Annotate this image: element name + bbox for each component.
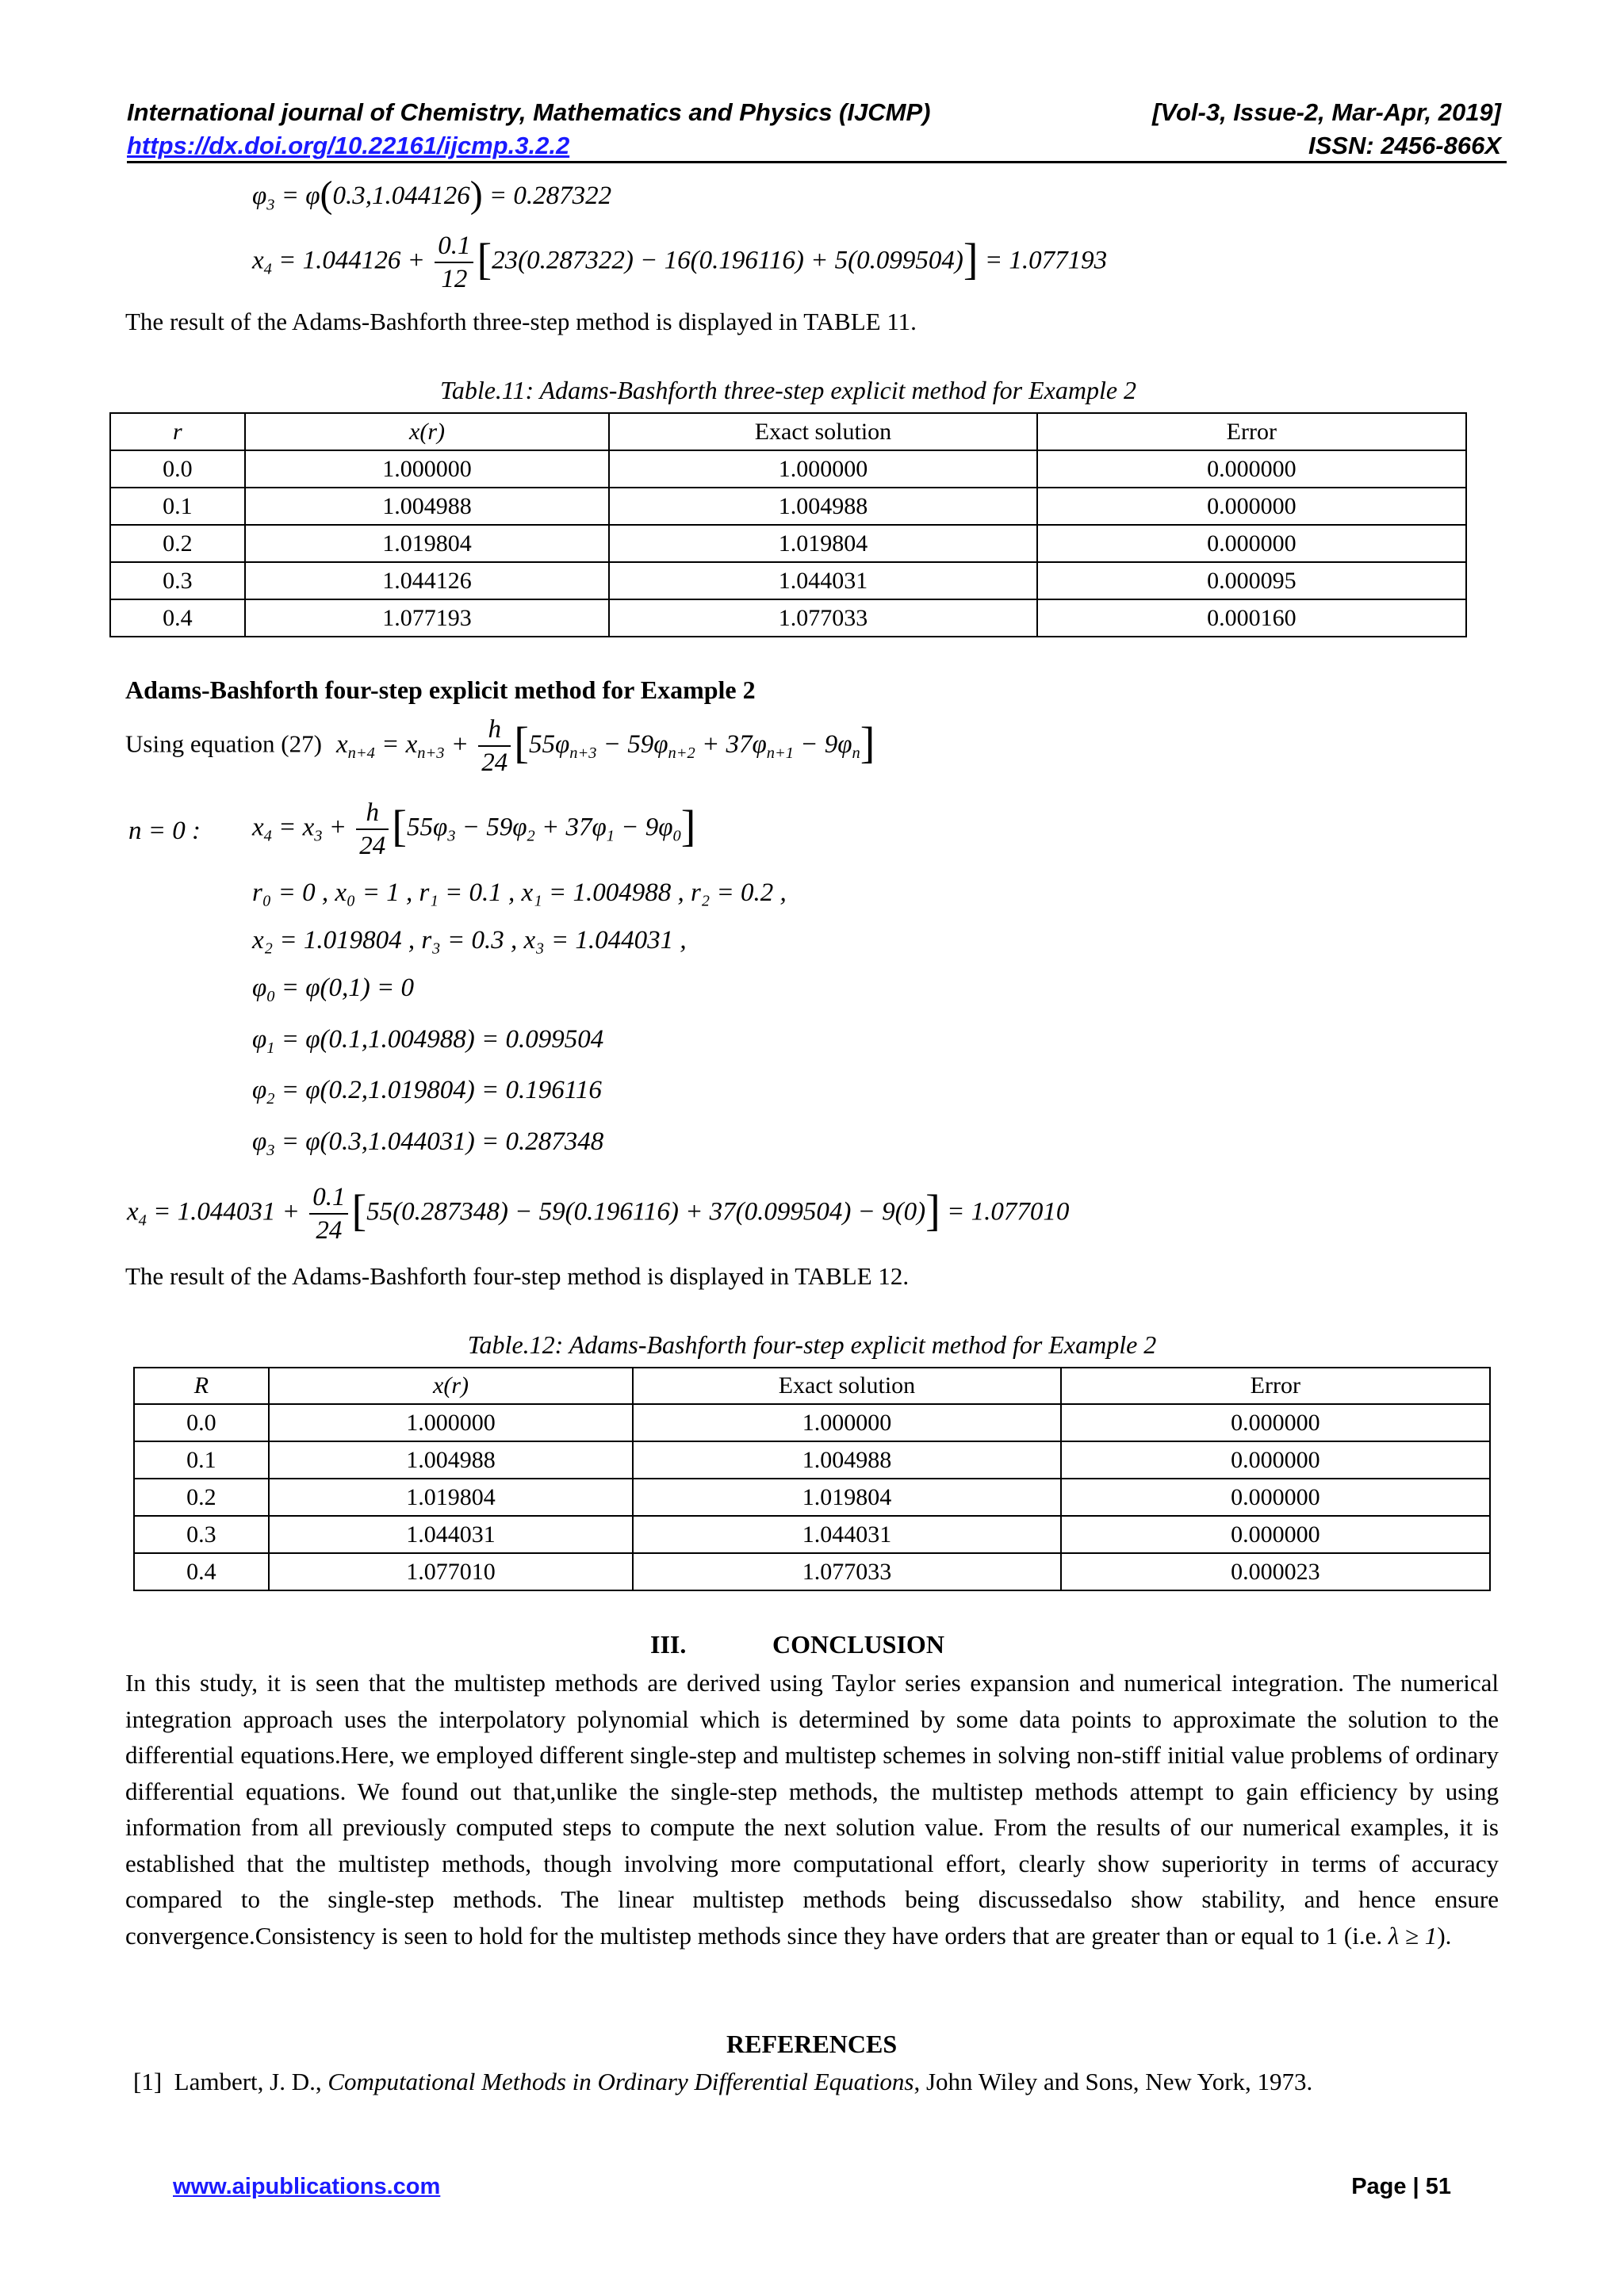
table-cell: 0.000000 bbox=[1061, 1404, 1490, 1441]
column-header: x(r) bbox=[269, 1368, 633, 1404]
x4-three-step-equation: $x_4 = 1.044126$ + $\frac{0.1}{12}$ [23(0.287322) − 16(0.196116) + 5(0.099504)] = 1.077193 bbox=[252, 232, 1108, 293]
conclusion-heading: CONCLUSION bbox=[772, 1630, 944, 1659]
table-cell: 0.2 bbox=[134, 1479, 269, 1516]
fraction: $\frac{0.1}{12}$ bbox=[435, 230, 473, 295]
column-header: r bbox=[110, 413, 245, 450]
table-row bbox=[110, 450, 1466, 488]
doi-link[interactable]: https://dx.doi.org/10.22161/ijcmp.3.2.2 bbox=[127, 132, 570, 159]
table-row bbox=[110, 525, 1466, 562]
table-cell: 0.000160 bbox=[1037, 599, 1466, 637]
references-heading: REFERENCES bbox=[726, 2030, 898, 2058]
table-row bbox=[134, 1404, 1490, 1441]
table12 bbox=[133, 1367, 1491, 1591]
table-cell: 1.019804 bbox=[245, 525, 609, 562]
table-row bbox=[134, 1553, 1490, 1590]
table-cell: 0.000000 bbox=[1061, 1441, 1490, 1479]
phi0-equation: $\varphi_0 = \varphi(0,1) = 0$ bbox=[252, 974, 415, 1006]
phi2-equation: $\varphi_2 = \varphi(0.2,1.019804) = 0.196116$ bbox=[252, 1076, 602, 1108]
table-cell: 1.004988 bbox=[633, 1441, 1060, 1479]
phi3-equation-four-step: $\varphi_3 = \varphi(0.3,1.044031) = 0.287348$ bbox=[252, 1127, 604, 1160]
column-header: x(r) bbox=[245, 413, 609, 450]
table-cell: 1.077033 bbox=[633, 1553, 1060, 1590]
table-cell: 0.0 bbox=[110, 450, 245, 488]
page-number: Page | 51 bbox=[1351, 2174, 1451, 2199]
table-cell: 0.4 bbox=[110, 599, 245, 637]
table-cell: 1.000000 bbox=[633, 1404, 1060, 1441]
table11-reference-text: The result of the Adams-Bashforth three-step method is displayed in TABLE 11. bbox=[125, 308, 917, 335]
column-header: Exact solution bbox=[609, 413, 1036, 450]
table-cell: 0.1 bbox=[134, 1441, 269, 1479]
column-header: Exact solution bbox=[633, 1368, 1060, 1404]
table-cell: 1.044031 bbox=[609, 562, 1036, 599]
conclusion-paragraph: In this study, it is seen that the multistep methods are derived using Taylor series expansion and numerical integration. The numerical integration approach uses the interpolatory polynomial which is determined by some data points to approximate the solution to the differential equations.Here, we employed different single-step and multistep schemes in solving non-stiff initial value problems of ordinary differential equations. We found out that,unlike the single-step methods, the multistep methods attempt to gain efficiency by using information from all previously computed steps to compute the next solution value. From the results of our numerical examples, it is established that the multistep methods, though involving more computational effort, clearly show superiority in terms of accuracy compared to the single-step methods. The linear multistep methods being discussedalso show stability, and hence ensure convergence.Consistency is seen to hold for the multistep methods since they have orders that are greater than or equal to 1 (i.e. λ ≥ 1). bbox=[125, 1669, 1499, 1950]
table11-caption: Table.11: Adams-Bashforth three-step explicit method for Example 2 bbox=[439, 376, 1137, 404]
initial-values-line-1: r₀ = 0 , x₀ = 1 , r₁ = 0.1 , x₁ = 1.004988 , r₂ = 0.2 , bbox=[252, 878, 787, 907]
table-row bbox=[134, 1516, 1490, 1553]
section-number: III. bbox=[650, 1630, 687, 1659]
header-rule bbox=[127, 161, 1507, 163]
table-cell: 0.000023 bbox=[1061, 1553, 1490, 1590]
table-cell: 0.3 bbox=[134, 1516, 269, 1553]
table-cell: 0.4 bbox=[134, 1553, 269, 1590]
table-cell: 0.000000 bbox=[1061, 1479, 1490, 1516]
table-cell: 1.000000 bbox=[269, 1404, 633, 1441]
column-header: Error bbox=[1037, 413, 1466, 450]
table12-caption: Table.12: Adams-Bashforth four-step explicit method for Example 2 bbox=[467, 1330, 1157, 1359]
n0-formula: $x_4 = x_3$ + $\frac{h}{24}$ $[55\varphi_3 - 59\varphi_2 + 37\varphi_1 - 9\varphi_0]$ bbox=[252, 798, 696, 860]
four-step-heading: Adams-Bashforth four-step explicit method for Example 2 bbox=[125, 675, 756, 704]
table-row bbox=[134, 1441, 1490, 1479]
table-cell: 1.004988 bbox=[245, 488, 609, 525]
table-cell: 1.019804 bbox=[609, 525, 1036, 562]
table-row bbox=[134, 1479, 1490, 1516]
table-row bbox=[110, 599, 1466, 637]
table-cell: 0.3 bbox=[110, 562, 245, 599]
table11 bbox=[109, 412, 1467, 637]
reference-item: [1] Lambert, J. D., Computational Methods in Ordinary Differential Equations, John Wiley and Sons, New York, 1973. bbox=[133, 2068, 1313, 2095]
table-cell: 0.000095 bbox=[1037, 562, 1466, 599]
x4-four-step-equation: $x_4 = 1.044031$ + $\frac{0.1}{24}$ [55(0.287348) − 59(0.196116) + 37(0.099504) − 9(0)] = 1.077010 bbox=[127, 1183, 1070, 1245]
table-header-row bbox=[134, 1368, 1490, 1404]
table-cell: 1.019804 bbox=[269, 1479, 633, 1516]
table-cell: 0.000000 bbox=[1037, 525, 1466, 562]
table-cell: 1.077033 bbox=[609, 599, 1036, 637]
table-cell: 1.000000 bbox=[609, 450, 1036, 488]
general-formula: $x_{n+4} = x_{n+3}$ + $\frac{h}{24}$ $[55\varphi_{n+3} - 59\varphi_{n+2} + 37\varphi_{n+1} - 9\varphi_n]$ bbox=[335, 715, 875, 777]
table-cell: 0.000000 bbox=[1037, 488, 1466, 525]
table-cell: 1.004988 bbox=[269, 1441, 633, 1479]
using-equation-label: Using equation (27) bbox=[125, 729, 322, 758]
volume-info: [Vol-3, Issue-2, Mar-Apr, 2019] bbox=[1152, 98, 1501, 126]
table-row bbox=[110, 488, 1466, 525]
table-cell: 1.077010 bbox=[269, 1553, 633, 1590]
column-header: R bbox=[134, 1368, 269, 1404]
table-cell: 1.004988 bbox=[609, 488, 1036, 525]
journal-title: International journal of Chemistry, Mathematics and Physics (IJCMP) bbox=[127, 98, 931, 126]
phi3-equation: $\varphi_3 = \varphi(0.3,1.044126) = 0.287322$ bbox=[252, 174, 612, 216]
table-cell: 0.000000 bbox=[1061, 1516, 1490, 1553]
publisher-website-link[interactable]: www.aipublications.com bbox=[173, 2174, 441, 2199]
phi1-equation: $\varphi_1 = \varphi(0.1,1.004988) = 0.099504$ bbox=[252, 1025, 604, 1058]
table-header-row bbox=[110, 413, 1466, 450]
table-cell: 1.044126 bbox=[245, 562, 609, 599]
table-cell: 0.2 bbox=[110, 525, 245, 562]
n-equals-zero-label: n = 0 : bbox=[128, 817, 201, 845]
general-formula-line bbox=[125, 714, 875, 779]
table-cell: 0.000000 bbox=[1037, 450, 1466, 488]
table12-reference-text: The result of the Adams-Bashforth four-step method is displayed in TABLE 12. bbox=[125, 1262, 910, 1290]
table-cell: 1.000000 bbox=[245, 450, 609, 488]
table-cell: 1.044031 bbox=[269, 1516, 633, 1553]
table-cell: 1.019804 bbox=[633, 1479, 1060, 1516]
column-header: Error bbox=[1061, 1368, 1490, 1404]
table-cell: 0.0 bbox=[134, 1404, 269, 1441]
initial-values-line-2: x₂ = 1.019804 , r₃ = 0.3 , x₃ = 1.044031 , bbox=[252, 926, 687, 955]
table-cell: 1.044031 bbox=[633, 1516, 1060, 1553]
table-cell: 0.1 bbox=[110, 488, 245, 525]
table-row bbox=[110, 562, 1466, 599]
issn: ISSN: 2456-866X bbox=[1308, 132, 1501, 159]
table-cell: 1.077193 bbox=[245, 599, 609, 637]
